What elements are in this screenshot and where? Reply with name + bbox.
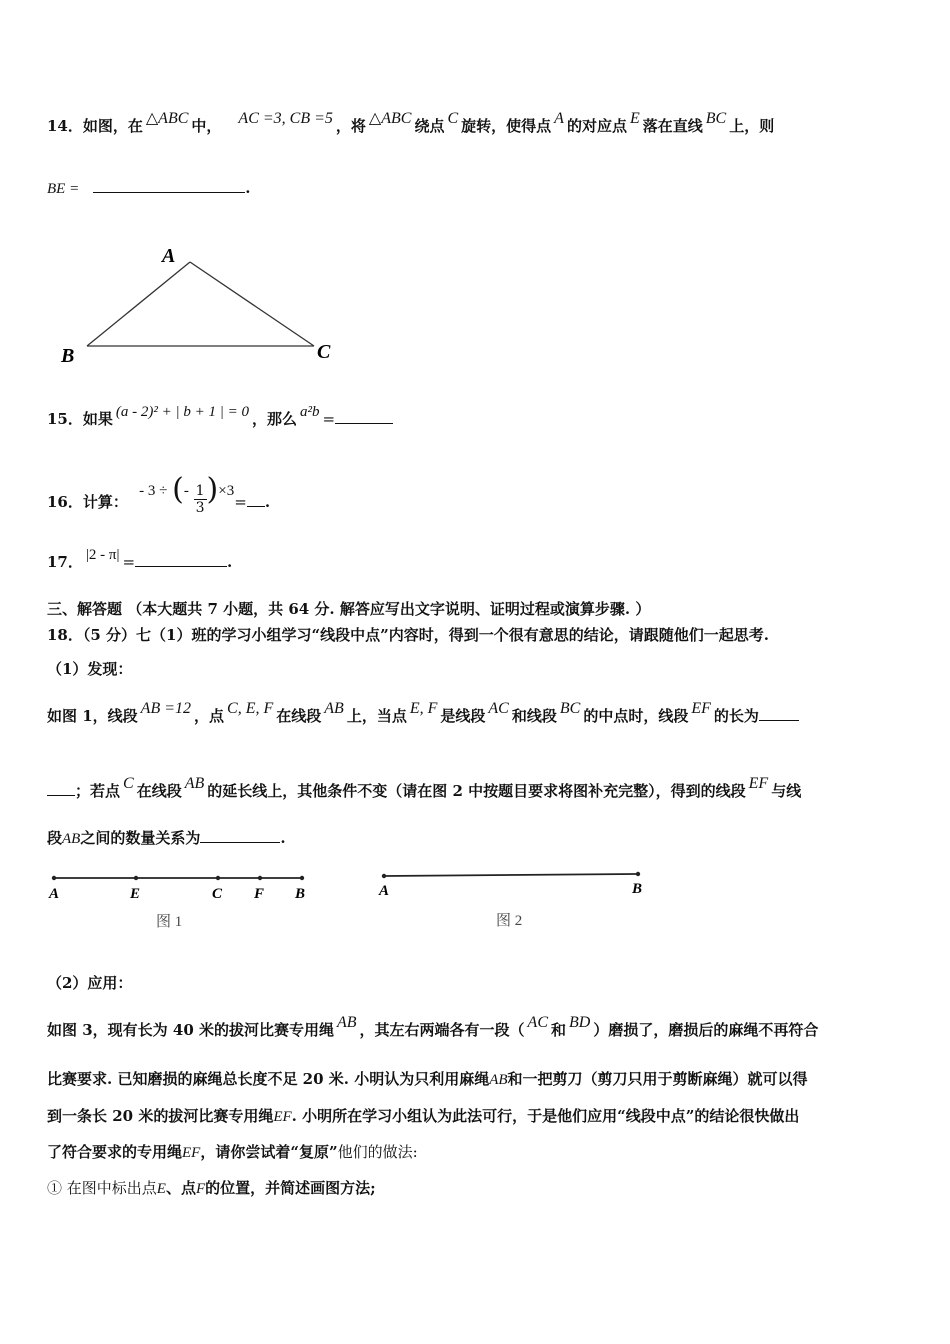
vertex-c-label: C [317, 341, 331, 363]
math-ab: AB [184, 775, 205, 792]
math-c: C [123, 775, 134, 792]
math-ef-points: E, F [409, 700, 438, 717]
answer-blank[interactable] [759, 706, 799, 721]
label-b: B [632, 881, 643, 897]
text: 的位置，并简述画图方法; [205, 1179, 376, 1197]
segment-ab [384, 874, 638, 876]
label-e: E [130, 886, 141, 902]
point-e [134, 876, 138, 880]
triangle-figure [55, 240, 355, 370]
text: 如图 1，线段 [47, 707, 138, 725]
math-ef: EF [182, 1145, 201, 1161]
text: 到一条长 20 米的拔河比赛专用绳 [47, 1107, 274, 1125]
text: = [234, 493, 247, 511]
label-a: A [379, 883, 390, 899]
math-point-c: C [447, 110, 459, 127]
q18-app-line3 [47, 1105, 799, 1126]
text: 比赛要求. 已知磨损的麻绳总长度不足 20 米. 小明认为只利用麻绳 [47, 1070, 490, 1088]
text: . [227, 553, 233, 571]
text: 绕点 [414, 117, 445, 135]
text: 之间的数量关系为 [80, 829, 201, 847]
math-fraction-expression [139, 468, 235, 516]
q18-part2-heading: （2）应用： [47, 974, 133, 992]
figure-2 [370, 862, 660, 937]
text: ，请你尝试着“复原” [200, 1143, 338, 1161]
text: ）磨损了，磨损后的麻绳不再符合 [593, 1021, 819, 1039]
math-ab: AB [62, 831, 81, 847]
q18-line3 [47, 827, 286, 848]
math-ab: AB [336, 1014, 357, 1031]
q17-number: 17． [47, 553, 83, 571]
math-ef: EF [691, 700, 711, 717]
text: 上，则 [729, 117, 775, 135]
q15-line [47, 404, 393, 429]
text: ① 在图中标出点 [47, 1179, 157, 1197]
math-be: BE = [47, 181, 80, 197]
figure-1-caption: 图 1 [156, 914, 183, 930]
label-f: F [254, 886, 265, 902]
math-expression: (a - 2)² + | b + 1 | = 0 [115, 404, 249, 420]
text: 他们的做法: [337, 1143, 418, 1161]
q18-app-line4 [47, 1141, 418, 1162]
left-paren: ( [172, 472, 184, 507]
math-point-e: E [629, 110, 640, 127]
math-part: ×3 [218, 483, 235, 499]
math-ef: EF [748, 775, 769, 792]
answer-blank[interactable] [135, 552, 227, 567]
text: 的对应点 [566, 117, 627, 135]
math-ac: AC [527, 1014, 548, 1031]
q18-app-line1 [47, 1014, 819, 1040]
point-a [382, 874, 386, 878]
math-e: E [156, 1181, 166, 1197]
label-c: C [212, 886, 223, 902]
math-ab: AB [324, 700, 344, 717]
q18-intro: 18．（5 分）七（1）班的学习小组学习“线段中点”内容时，得到一个很有意思的结论，请跟随他们一起思考. [47, 626, 769, 644]
math-triangle-abc: △ABC [145, 110, 189, 127]
text: 是线段 [440, 707, 486, 725]
text: ；若点 [75, 782, 121, 800]
text: 和 [551, 1021, 567, 1039]
vertex-b-label: B [61, 345, 75, 367]
q18-line2 [47, 775, 802, 801]
math-bc: BC [559, 700, 581, 717]
text: 段 [47, 829, 63, 847]
answer-blank[interactable] [93, 178, 245, 193]
answer-blank[interactable] [200, 828, 280, 843]
figure-2-caption: 图 2 [496, 913, 523, 929]
text: = [322, 410, 336, 428]
text: 和一把剪刀（剪刀只用于剪断麻绳）就可以得 [507, 1070, 808, 1088]
text: ，将 [335, 117, 366, 135]
answer-blank[interactable] [47, 781, 75, 796]
point-f [258, 876, 262, 880]
text: 了符合要求的专用绳 [47, 1143, 183, 1161]
math-bd: BD [569, 1014, 591, 1031]
q16-line [47, 472, 271, 520]
text: ，点 [194, 707, 225, 725]
q18-app-line5 [47, 1177, 376, 1198]
q15-number: 15．如果 [47, 410, 113, 428]
label-a: A [49, 886, 60, 902]
math-a2b: a²b [300, 404, 320, 420]
text: 、点 [165, 1179, 196, 1197]
point-b [636, 872, 640, 876]
text: ，其左右两端各有一段（ [359, 1021, 525, 1039]
point-a [52, 876, 56, 880]
math-cef: C, E, F [227, 700, 274, 717]
q14-line2 [47, 178, 250, 198]
text: = [122, 553, 136, 571]
q18-app-line2 [47, 1068, 808, 1089]
fraction-denominator: 3 [195, 499, 205, 516]
q18-part1-heading: （1）发现： [47, 660, 133, 678]
math-ab: AB [489, 1072, 508, 1088]
answer-blank[interactable] [335, 409, 393, 424]
math-abs-expression: |2 - π| [85, 547, 120, 563]
point-c [216, 876, 220, 880]
q14-line1 [47, 110, 775, 136]
text: 和线段 [511, 707, 557, 725]
q14-number: 14．如图，在 [47, 117, 143, 135]
label-b: B [295, 886, 306, 902]
q18-line1 [47, 700, 799, 726]
text: 中， [191, 117, 222, 135]
fraction [194, 483, 207, 516]
side-ab [87, 262, 190, 346]
right-paren: ) [206, 472, 219, 507]
point-b [300, 876, 304, 880]
math-ab12: AB =12 [140, 700, 192, 717]
text: . [264, 493, 271, 511]
text: 的延长线上，其他条件不变（请在图 2 中按题目要求将图补充完整），得到的线段 [207, 782, 746, 800]
text: 上，当点 [346, 707, 407, 725]
text: . [280, 829, 286, 847]
math-ef: EF [273, 1109, 292, 1125]
math-ac: AC [488, 700, 509, 717]
figure-1 [40, 865, 330, 940]
side-ac [190, 262, 314, 346]
answer-blank[interactable] [247, 492, 265, 507]
text: 在线段 [136, 782, 182, 800]
text: . [245, 179, 251, 197]
text: ，那么 [251, 410, 297, 428]
text: 落在直线 [642, 117, 703, 135]
math-line-bc: BC [705, 110, 727, 127]
text: 如图 3，现有长为 40 米的拔河比赛专用绳 [47, 1021, 334, 1039]
section-heading: 三、解答题 （本大题共 7 小题，共 64 分. 解答应写出文字说明、证明过程或演算步骤. ） [47, 600, 651, 618]
text: 的中点时，线段 [583, 707, 689, 725]
math-condition: AC =3, CB =5 [238, 110, 333, 127]
text: 的长为 [713, 707, 759, 725]
q16-number: 16．计算： [47, 493, 128, 511]
text: 在线段 [276, 707, 322, 725]
q17-line [47, 547, 233, 572]
math-point-a: A [554, 110, 564, 127]
math-part: - 3 ÷ [139, 483, 168, 499]
text: 与线 [771, 782, 802, 800]
vertex-a-label: A [162, 245, 176, 267]
math-part: - [183, 483, 189, 499]
text: 旋转，使得点 [461, 117, 552, 135]
text: . 小明所在学习小组认为此法可行，于是他们应用“线段中点”的结论很快做出 [291, 1107, 800, 1125]
math-f: F [195, 1181, 206, 1197]
math-triangle-abc-2: △ABC [368, 110, 412, 127]
fraction-numerator: 1 [195, 482, 205, 499]
